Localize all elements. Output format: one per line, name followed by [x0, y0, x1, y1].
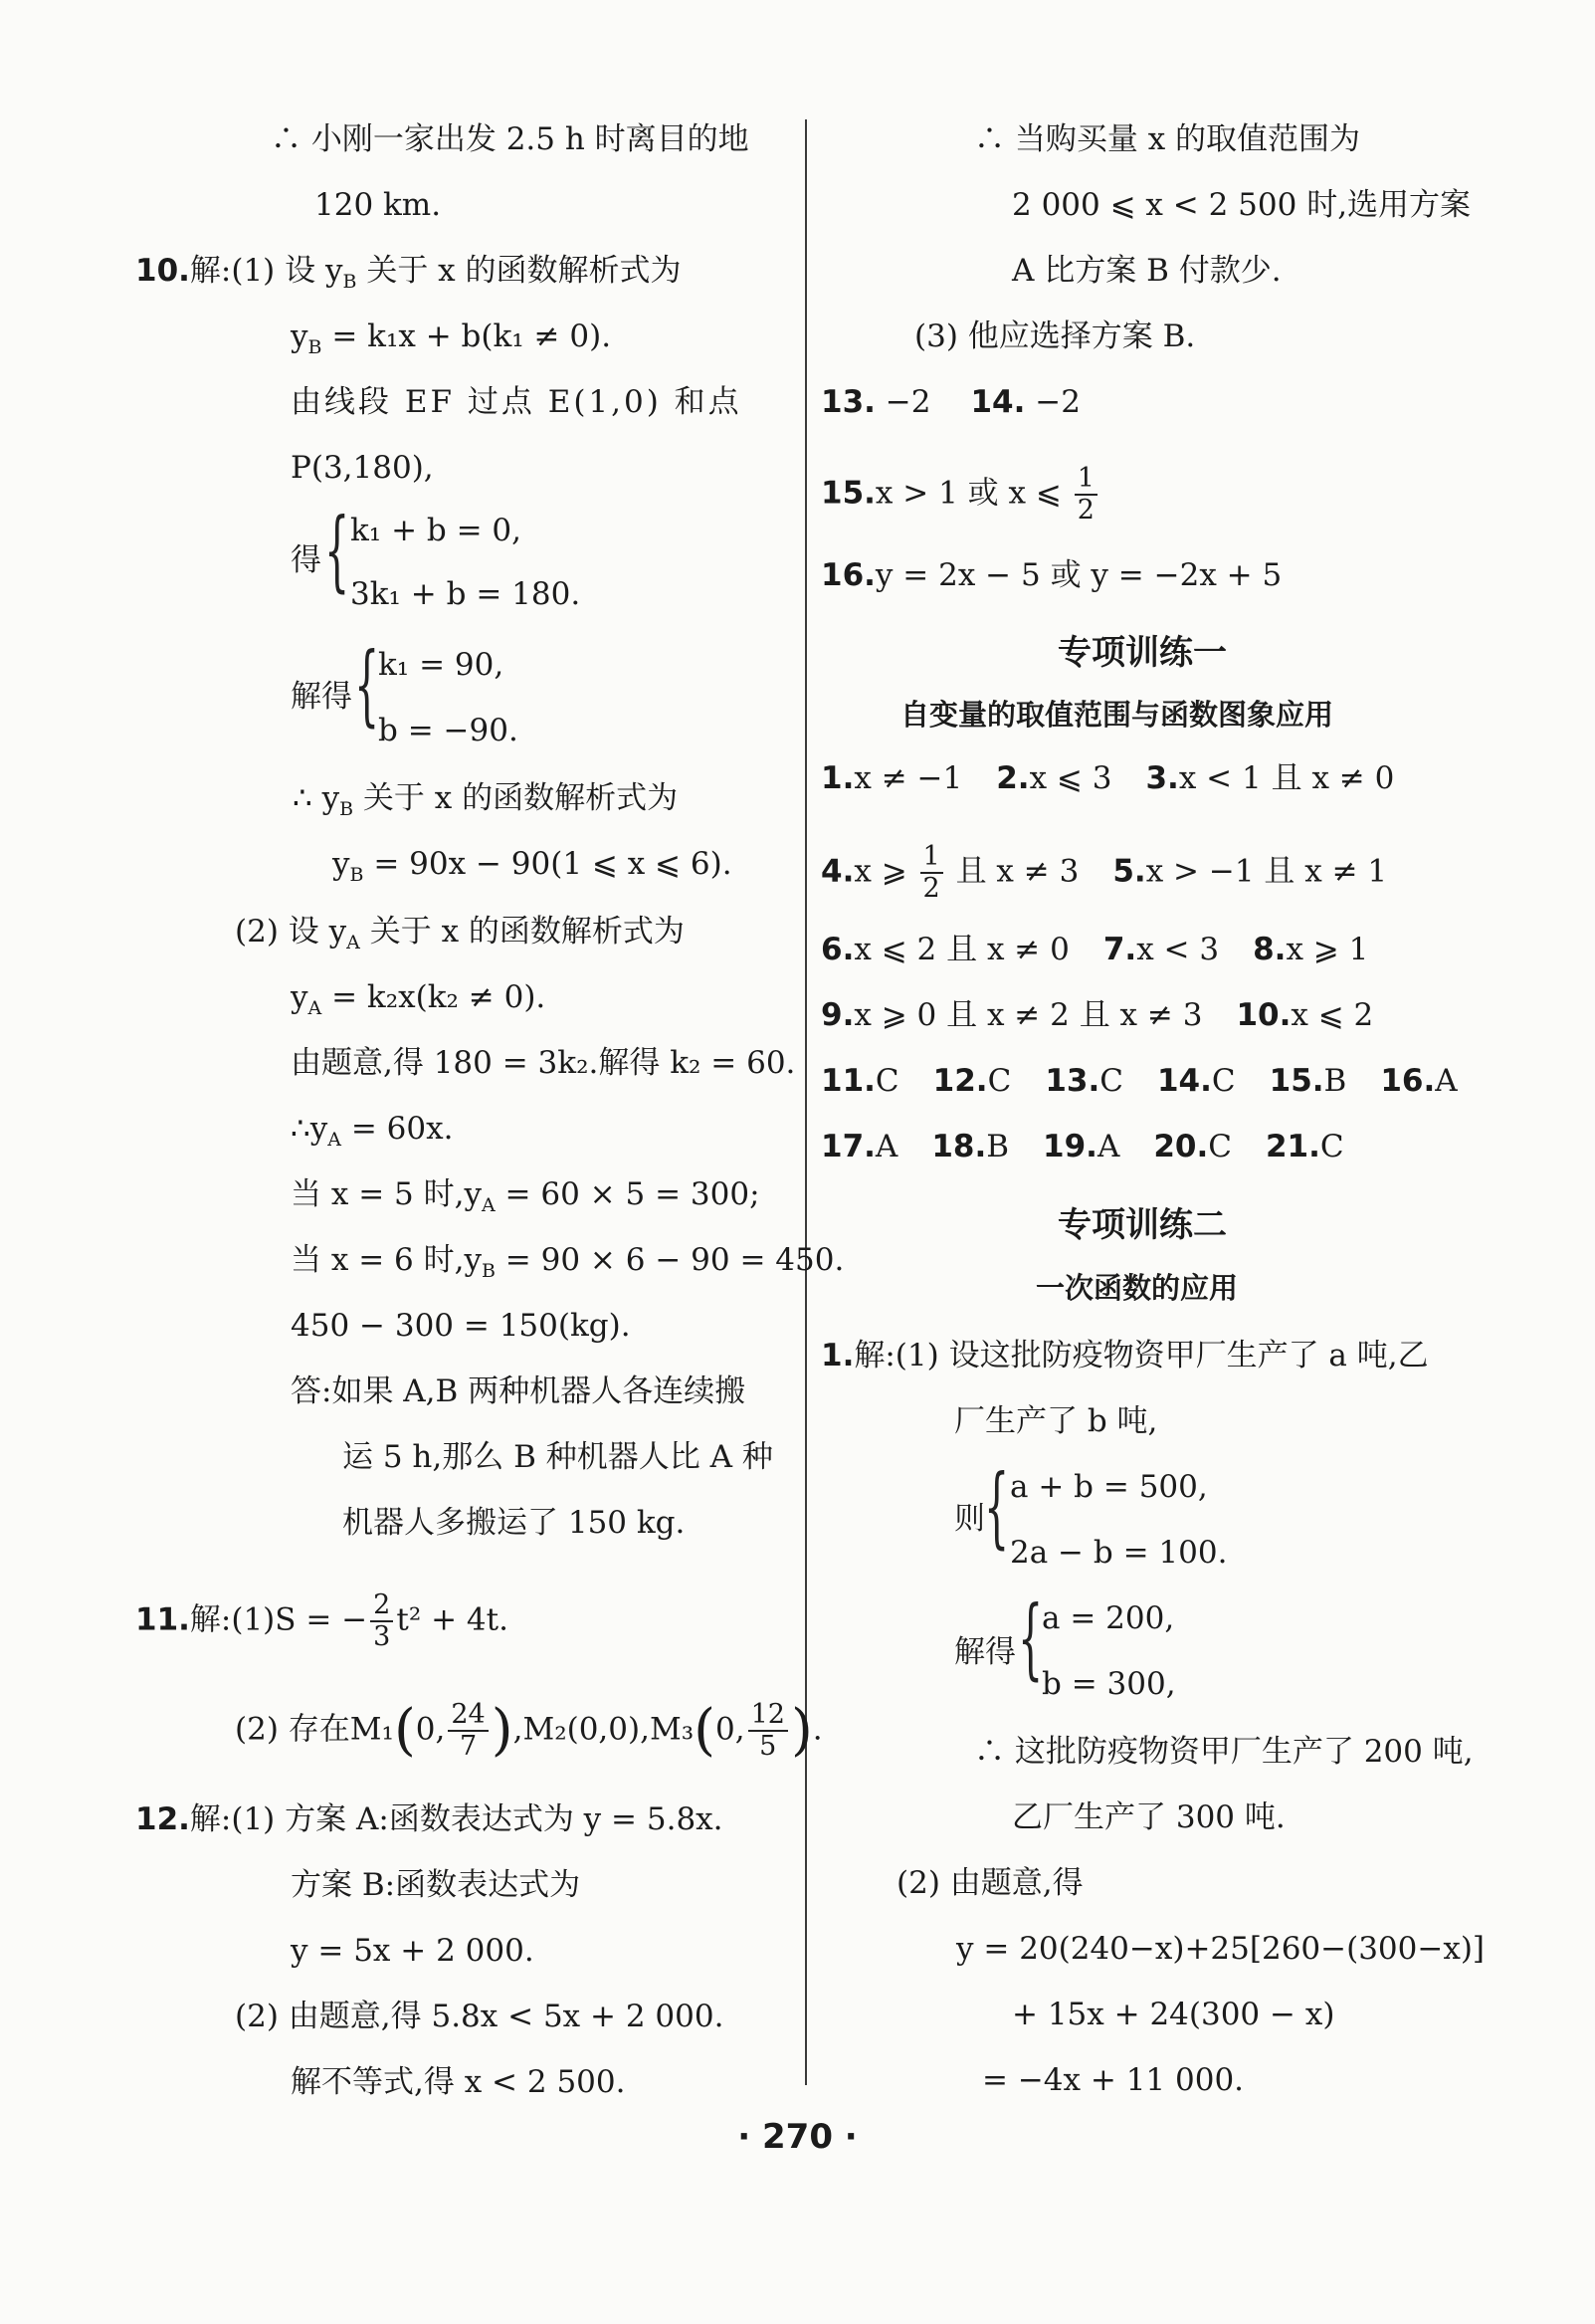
equation-system: 解得 { a = 200, b = 300, — [954, 1586, 1176, 1702]
text-line: y = 5x + 2 000. — [291, 1933, 534, 1969]
text-line: ∴ 当购买量 x 的取值范围为 — [974, 121, 1361, 157]
fraction: $\frac{1}{2}$ — [1075, 464, 1097, 526]
page-number: · 270 · — [737, 2117, 858, 2157]
section-heading: 专项训练一 — [1058, 633, 1227, 673]
text-line: 由线段 EF 过点 E(1,0) 和点 — [291, 384, 742, 420]
text-line: 厂生产了 b 吨, — [954, 1403, 1158, 1439]
fraction: $\frac{1}{2}$ — [920, 842, 943, 904]
text-line: (2) 由题意,得 — [897, 1865, 1084, 1901]
text-line: $y_B = 90x - 90(1$ ⩽ x ⩽ 6). — [332, 846, 732, 887]
answer-line: 16.y = 2x − 5 或 y = −2x + 5 — [821, 557, 1283, 593]
column-divider — [805, 119, 807, 2085]
text-line: $y_A = k_2x(k_2 \ne 0)$. — [291, 979, 546, 1020]
text-line: 答:如果 A,B 两种机器人各连续搬 — [291, 1373, 746, 1409]
fraction: $\frac{2}{3}$ — [370, 1590, 393, 1652]
section-subheading: 一次函数的应用 — [1036, 1271, 1239, 1305]
text-line: 解不等式,得 x < 2 500. — [291, 2064, 626, 2100]
fraction: $\frac{24}{7}$ — [448, 1700, 488, 1762]
text-line: 机器人多搬运了 150 kg. — [342, 1505, 686, 1541]
question-1: 1.解:(1) 设这批防疫物资甲厂生产了 a 吨,乙 — [821, 1338, 1429, 1373]
text-line: 当 x = 6 时$,y_B = 90 \times 6 - 90 = 450$. — [291, 1242, 845, 1283]
question-11: 11.解:(1)S = − $\frac{2}{3}$ t² + 4t. — [135, 1589, 508, 1652]
section-subheading: 自变量的取值范围与函数图象应用 — [900, 698, 1334, 732]
equation-system: 则 { a + b = 500, 2a − b = 100. — [954, 1455, 1228, 1571]
text-line: (3) 他应选择方案 B. — [914, 318, 1196, 354]
text-line: $y_B = k_1x + b(k_1 \ne 0)$. — [291, 318, 612, 359]
text-line: y = 20(240−x)+25[260−(300−x)] — [956, 1931, 1486, 1967]
fraction: $\frac{12}{5}$ — [748, 1700, 788, 1762]
answer-row: 9.x ⩾ 0 且 x ≠ 2 且 x ≠ 3 10.x ⩽ 2 — [821, 997, 1374, 1033]
question-10: 10.解:(1) 设 $y_B$ 关于 x 的函数解析式为 — [135, 253, 682, 294]
text-line: 450 − 300 = 150(kg). — [291, 1308, 631, 1344]
text-line: = −4x + 11 000. — [982, 2062, 1245, 2098]
answer-row: 1.x ≠ −1 2.x ⩽ 3 3.x < 1 且 x ≠ 0 — [821, 760, 1395, 796]
text-line: 2 000 ⩽ x < 2 500 时,选用方案 — [1012, 187, 1472, 223]
brace-icon: { — [1018, 1586, 1044, 1689]
text-line: ∴ 小刚一家出发 2.5 h 时离目的地 — [271, 121, 749, 157]
question-12: 12.解:(1) 方案 A:函数表达式为 y = 5.8x. — [135, 1801, 723, 1837]
text-line: (2) 由题意,得 5.8x < 5x + 2 000. — [235, 1999, 724, 2034]
answer-row: 4.x ⩾ $\frac{1}{2}$ 且 x ≠ 3 5.x > −1 且 x ≠ 1 — [821, 841, 1388, 904]
text-line: $\therefore y_A = 60x$. — [291, 1111, 454, 1152]
answer-line: 15.x > 1 或 x ⩽ $\frac{1}{2}$ — [821, 464, 1100, 526]
text-line: 运 5 h,那么 B 种机器人比 A 种 — [342, 1439, 773, 1475]
section-heading: 专项训练二 — [1058, 1205, 1227, 1245]
brace-icon: { — [324, 499, 350, 601]
answer-row: 17.A 18.B 19.A 20.C 21.C — [821, 1129, 1344, 1164]
answer-line: 13. −2 14. −2 — [821, 384, 1081, 420]
question-number: 10. — [135, 253, 190, 289]
equation-system: 解得 { k₁ = 90, b = −90. — [291, 633, 518, 748]
brace-icon: { — [354, 633, 380, 736]
text-line: (2) 设 $y_A$ 关于 x 的函数解析式为 — [235, 914, 685, 954]
equation-system: 得 { k₁ + b = 0, 3k₁ + b = 180. — [291, 499, 581, 612]
text-line: 当 x = 5 时$,y_A = 60 \times 5 = 300$; — [291, 1176, 760, 1217]
answer-row: 11.C 12.C 13.C 14.C 15.B 16.A — [821, 1063, 1458, 1099]
text-line: ∴ 这批防疫物资甲厂生产了 200 吨, — [974, 1734, 1474, 1770]
text-line: 乙厂生产了 300 吨. — [1012, 1799, 1286, 1835]
answer-row: 6.x ⩽ 2 且 x ≠ 0 7.x < 3 8.x ⩾ 1 — [821, 932, 1369, 967]
question-number: 11. — [135, 1601, 190, 1638]
text-line: ∴ $y_B$ 关于 x 的函数解析式为 — [293, 780, 679, 821]
text-line: 方案 B:函数表达式为 — [291, 1867, 581, 1903]
brace-icon: { — [984, 1455, 1010, 1558]
text-line: + 15x + 24(300 − x) — [1012, 1997, 1335, 2032]
text-line: P(3,180), — [291, 450, 434, 486]
text-line: 120 km. — [314, 187, 442, 223]
text-line: 由题意,得 180 = 3k₂.解得 k₂ = 60. — [291, 1045, 796, 1081]
text-line: A 比方案 B 付款少. — [1012, 253, 1282, 289]
text-line: (2) 存在M₁(0, $\frac{24}{7}$ ),M₂(0,0),M₃(0, $\frac{12}{5}$ ). — [235, 1698, 823, 1763]
question-number: 12. — [135, 1801, 190, 1837]
